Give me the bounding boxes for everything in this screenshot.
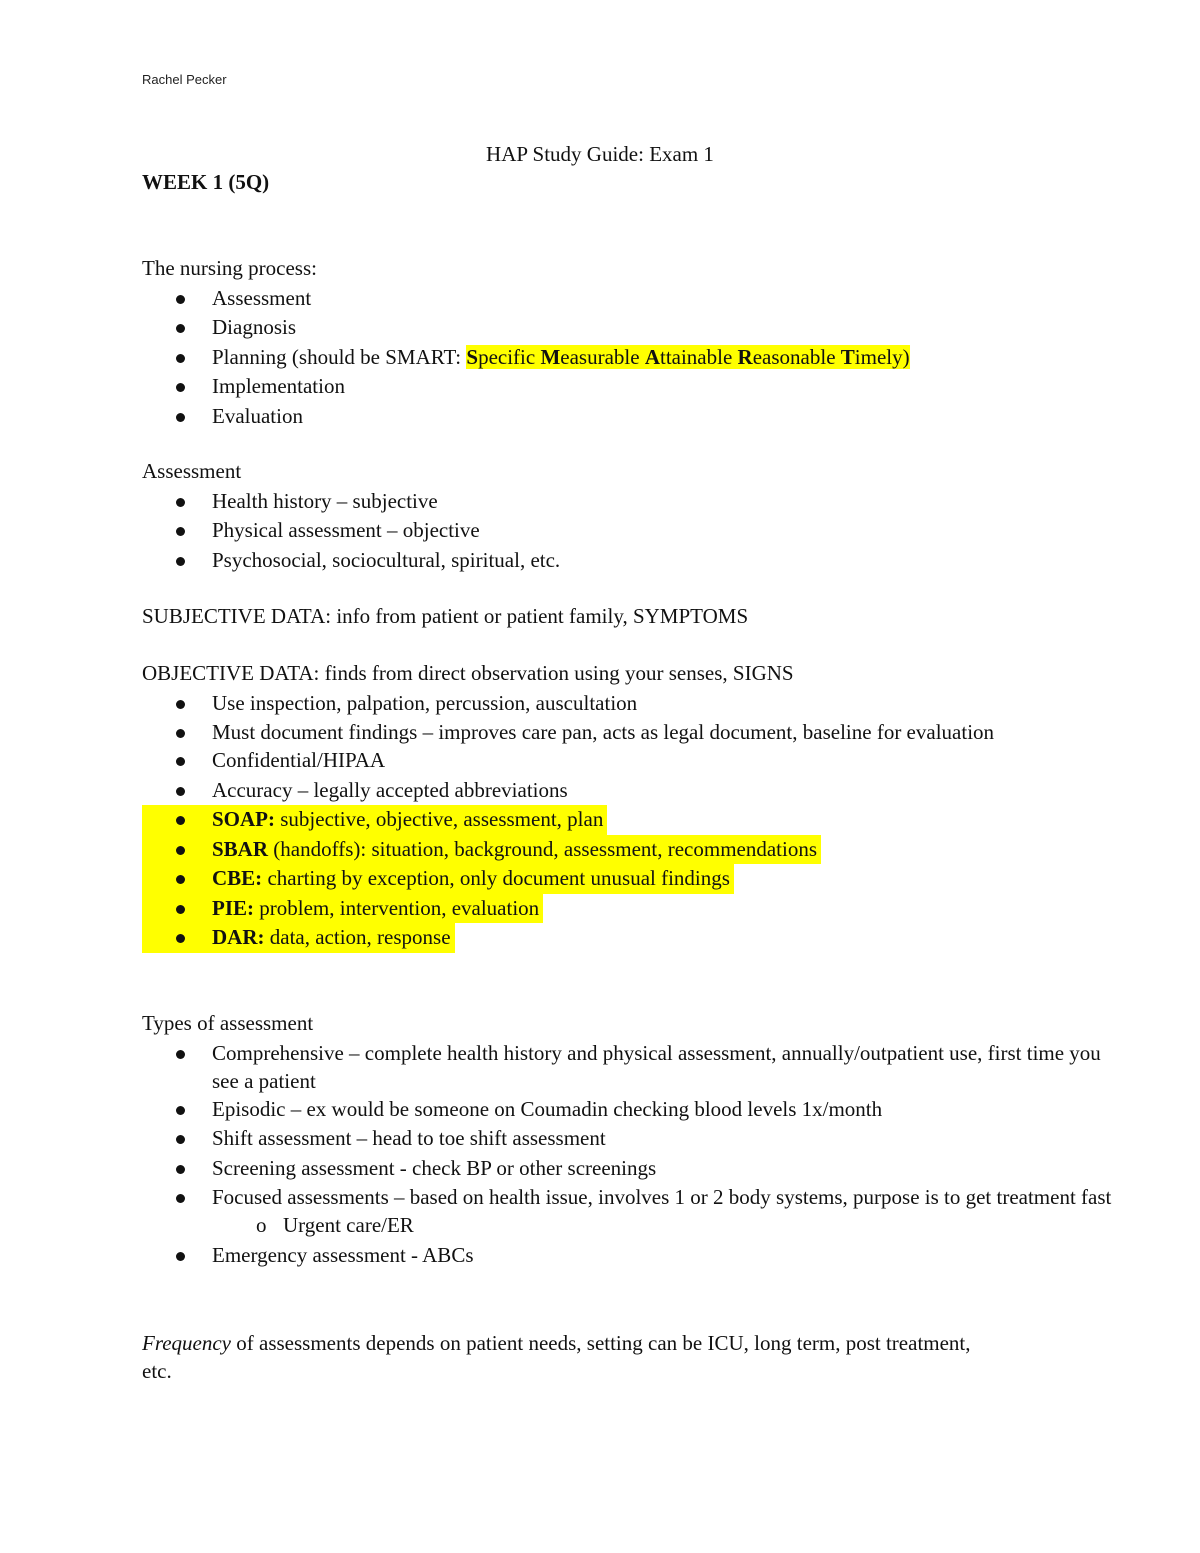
- bullet-icon: [176, 1135, 185, 1144]
- bullet-icon: [176, 295, 185, 304]
- bullet-icon: [176, 757, 185, 766]
- bullet-icon: [176, 1165, 185, 1174]
- section-heading: Assessment: [142, 459, 242, 483]
- charting-item-cbe: CBE: charting by exception, only document unusual findings: [142, 864, 1062, 894]
- list-item: Screening assessment - check BP or other screenings: [142, 1154, 1062, 1184]
- bullet-icon: [176, 527, 185, 536]
- section-heading: The nursing process:: [142, 256, 317, 280]
- charting-item-soap: SOAP: subjective, objective, assessment, plan: [142, 805, 1062, 835]
- bullet-icon: [176, 905, 185, 914]
- list-item: Evaluation: [142, 402, 1062, 432]
- list-item: Emergency assessment - ABCs: [142, 1241, 1062, 1271]
- bullet-icon: [176, 354, 185, 363]
- bullet-icon: [176, 324, 185, 333]
- bullet-icon: [176, 816, 185, 825]
- bullet-icon: [176, 875, 185, 884]
- week-heading: WEEK 1 (5Q): [142, 170, 270, 194]
- types-section: [142, 1009, 1112, 1270]
- list-item: Episodic – ex would be someone on Coumadin checking blood levels 1x/month: [142, 1095, 1062, 1125]
- circle-bullet-icon: o: [256, 1213, 267, 1237]
- smart-highlight: Specific Measurable Attainable Reasonable Timely): [466, 344, 910, 369]
- sub-list-item: o Urgent care/ER: [142, 1211, 1062, 1241]
- objective-section: [142, 659, 1062, 953]
- list-item: Physical assessment – objective: [142, 516, 1062, 546]
- charting-item-sbar: SBAR (handoffs): situation, background, assessment, recommendations: [142, 835, 1062, 865]
- document-title: HAP Study Guide: Exam 1: [486, 142, 714, 166]
- bullet-icon: [176, 934, 185, 943]
- list-item: Planning (should be SMART: Specific Measurable Attainable Reasonable Timely): [142, 343, 1062, 373]
- page-header-author: Rachel Pecker: [142, 72, 227, 87]
- bullet-icon: [176, 1252, 185, 1261]
- bullet-icon: [176, 787, 185, 796]
- list-item: Shift assessment – head to toe shift assessment: [142, 1124, 1062, 1154]
- bullet-icon: [176, 1194, 185, 1203]
- list-item: Implementation: [142, 372, 1062, 402]
- list-item: Must document findings – improves care pan, acts as legal document, baseline for evaluation: [142, 718, 1032, 746]
- bullet-icon: [176, 498, 185, 507]
- bullet-icon: [176, 383, 185, 392]
- list-item: Confidential/HIPAA: [142, 746, 1062, 776]
- subjective-data-line: SUBJECTIVE DATA: info from patient or patient family, SYMPTOMS: [142, 604, 749, 628]
- bullet-icon: [176, 557, 185, 566]
- section-heading: Types of assessment: [142, 1011, 314, 1035]
- section-heading: OBJECTIVE DATA: finds from direct observation using your senses, SIGNS: [142, 661, 794, 685]
- list-item: Use inspection, palpation, percussion, auscultation: [142, 689, 1062, 719]
- assessment-section: [142, 457, 1062, 575]
- list-item: Accuracy – legally accepted abbreviations: [142, 776, 1062, 806]
- list-item: Diagnosis: [142, 313, 1062, 343]
- list-item: Focused assessments – based on health issue, involves 1 or 2 body systems, purpose is to get treatment fast: [142, 1183, 1122, 1211]
- bullet-icon: [176, 1050, 185, 1059]
- bullet-icon: [176, 846, 185, 855]
- list-item: Comprehensive – complete health history and physical assessment, annually/outpatient use, first time you see a patient: [142, 1039, 1122, 1095]
- nursing-process-section: [142, 254, 1062, 431]
- bullet-icon: [176, 700, 185, 709]
- list-item: Health history – subjective: [142, 487, 1062, 517]
- bullet-icon: [176, 413, 185, 422]
- charting-item-dar: DAR: data, action, response: [142, 923, 1062, 953]
- charting-item-pie: PIE: problem, intervention, evaluation: [142, 894, 1062, 924]
- list-item: Psychosocial, sociocultural, spiritual, etc.: [142, 546, 1062, 576]
- bullet-icon: [176, 729, 185, 738]
- subjective-section: [142, 602, 1062, 632]
- frequency-section: [142, 1329, 1002, 1385]
- list-item: Assessment: [142, 284, 1062, 314]
- frequency-paragraph: Frequency of assessments depends on patient needs, setting can be ICU, long term, post treatment, etc.: [142, 1331, 971, 1383]
- bullet-icon: [176, 1106, 185, 1115]
